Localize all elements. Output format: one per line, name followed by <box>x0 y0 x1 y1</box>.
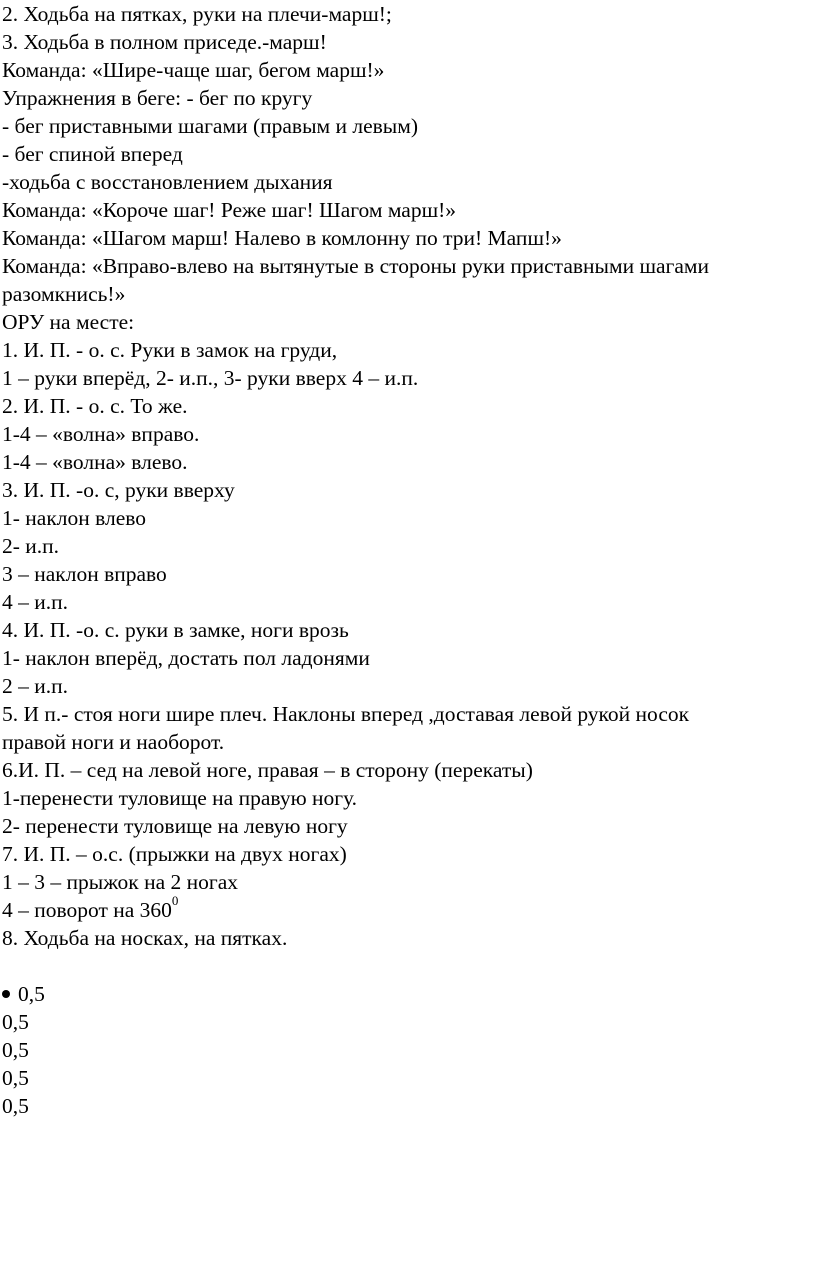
text-line: 1 – 3 – прыжок на 2 ногах <box>2 870 239 894</box>
exercise-text <box>2 0 812 896</box>
score-line <box>2 1064 812 1092</box>
text-line: 1- наклон влево <box>2 506 147 530</box>
text-line: 3. Ходьба в полном приседе.-марш! <box>2 30 327 54</box>
text-line: 7. И. П. – о.с. (прыжки на двух ногах) <box>2 842 347 866</box>
text-line: разомкнись!» <box>2 282 126 306</box>
text-line: Упражнения в беге: - бег по кругу <box>2 86 313 110</box>
text-line: -ходьба с восстановлением дыхания <box>2 170 333 194</box>
score-line <box>2 1092 812 1120</box>
text-line: 2. Ходьба на пятках, руки на плечи-марш!; <box>2 2 392 26</box>
document-page <box>2 0 812 1120</box>
text-line: 1. И. П. - о. с. Руки в замок на груди, <box>2 338 338 362</box>
text-line: 3. И. П. -о. с, руки вверху <box>2 478 235 502</box>
text-line: 1- наклон вперёд, достать пол ладонями <box>2 646 370 670</box>
text-line: 2 – и.п. <box>2 674 69 698</box>
score-line <box>2 1008 812 1036</box>
score-value: 0,5 <box>2 1066 29 1090</box>
rotation-degree: 0 <box>171 893 179 908</box>
final-exercise-line: 8. Ходьба на носках, на пятках. <box>2 926 288 950</box>
score-value: 0,5 <box>2 1010 29 1034</box>
text-line: 2. И. П. - о. с. То же. <box>2 394 188 418</box>
score-value: 0,5 <box>18 982 45 1006</box>
text-line: 4 – и.п. <box>2 590 69 614</box>
text-line: правой ноги и наоборот. <box>2 730 225 754</box>
text-line: 6.И. П. – сед на левой ноге, правая – в сторону (перекаты) <box>2 758 533 782</box>
score-line <box>2 1036 812 1064</box>
text-line: Команда: «Шире-чаще шаг, бегом марш!» <box>2 58 385 82</box>
text-line: - бег приставными шагами (правым и левым) <box>2 114 419 138</box>
text-line: - бег спиной вперед <box>2 142 183 166</box>
blank-line <box>2 952 812 980</box>
text-line: Команда: «Шагом марш! Налево в комлонну по три! Мапш!» <box>2 226 562 250</box>
score-value: 0,5 <box>2 1094 29 1118</box>
text-line: 2- и.п. <box>2 534 60 558</box>
score-value: 0,5 <box>2 1038 29 1062</box>
rotation-text: 4 – поворот на 360 <box>2 898 172 922</box>
text-line: 1-перенести туловище на правую ногу. <box>2 786 358 810</box>
text-line: Команда: «Вправо-влево на вытянутые в стороны руки приставными шагами <box>2 254 710 278</box>
text-line: 5. И п.- стоя ноги шире плеч. Наклоны вперед ,доставая левой рукой носок <box>2 702 690 726</box>
text-line: 2- перенести туловище на левую ногу <box>2 814 348 838</box>
text-line: 1-4 – «волна» вправо. <box>2 422 200 446</box>
rotation-line <box>2 893 812 924</box>
text-line: 3 – наклон вправо <box>2 562 167 586</box>
bullet-icon <box>2 990 10 998</box>
text-line: ОРУ на месте: <box>2 310 135 334</box>
text-line: 1 – руки вперёд, 2- и.п., 3- руки вверх 4 – и.п. <box>2 366 419 390</box>
text-line: Команда: «Короче шаг! Реже шаг! Шагом марш!» <box>2 198 457 222</box>
score-line <box>2 980 812 1008</box>
text-line: 4. И. П. -о. с. руки в замке, ноги врозь <box>2 618 349 642</box>
text-line: 1-4 – «волна» влево. <box>2 450 188 474</box>
score-list <box>2 980 812 1120</box>
